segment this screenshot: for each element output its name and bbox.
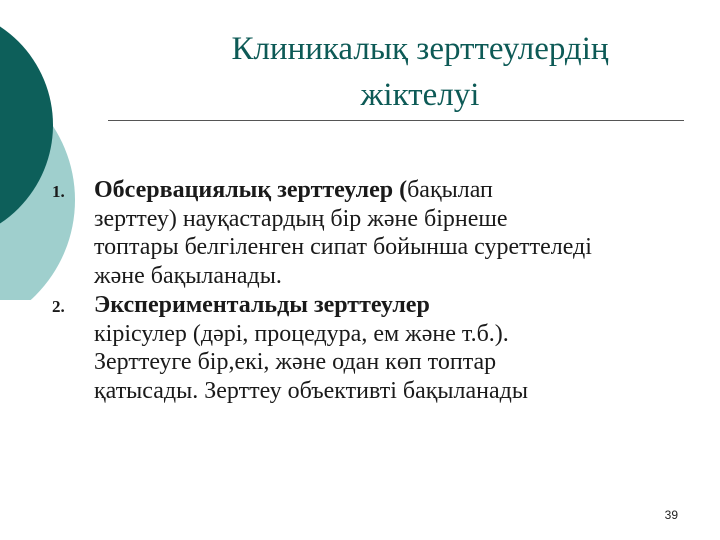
list-item-experimental <box>52 291 702 405</box>
item-text-line: топтары белгіленген сипат бойынша суреттеледі <box>94 234 592 260</box>
item-text-line: кірісулер (дәрі, процедура, ем және т.б.). <box>94 320 509 347</box>
item-heading: Экспериментальды зерттеулер <box>94 292 430 318</box>
item-text-line: зерттеу) науқастардың бір және бірнеше <box>94 205 508 232</box>
title-line-1: Клиникалық зерттеулердің <box>231 31 609 67</box>
title-line-2: жіктелуі <box>360 77 480 113</box>
item-first-line <box>94 176 702 205</box>
title-divider <box>108 120 684 121</box>
item-text-line: Зерттеуге бір,екі, және одан көп топтар <box>94 349 497 375</box>
page-number: 39 <box>664 508 678 522</box>
list-number: 2. <box>52 297 65 316</box>
item-text-line: қатысады. Зерттеу объективті бақыланады <box>94 377 528 404</box>
list-item-observational <box>52 176 702 290</box>
item-heading-rest: бақылап <box>407 177 493 203</box>
numbered-list <box>52 176 702 405</box>
item-text-line: және бақыланады. <box>94 262 282 289</box>
slide-title <box>120 26 720 118</box>
list-number: 1. <box>52 182 65 201</box>
item-heading: Обсервациялық зерттеулер ( <box>94 177 408 203</box>
